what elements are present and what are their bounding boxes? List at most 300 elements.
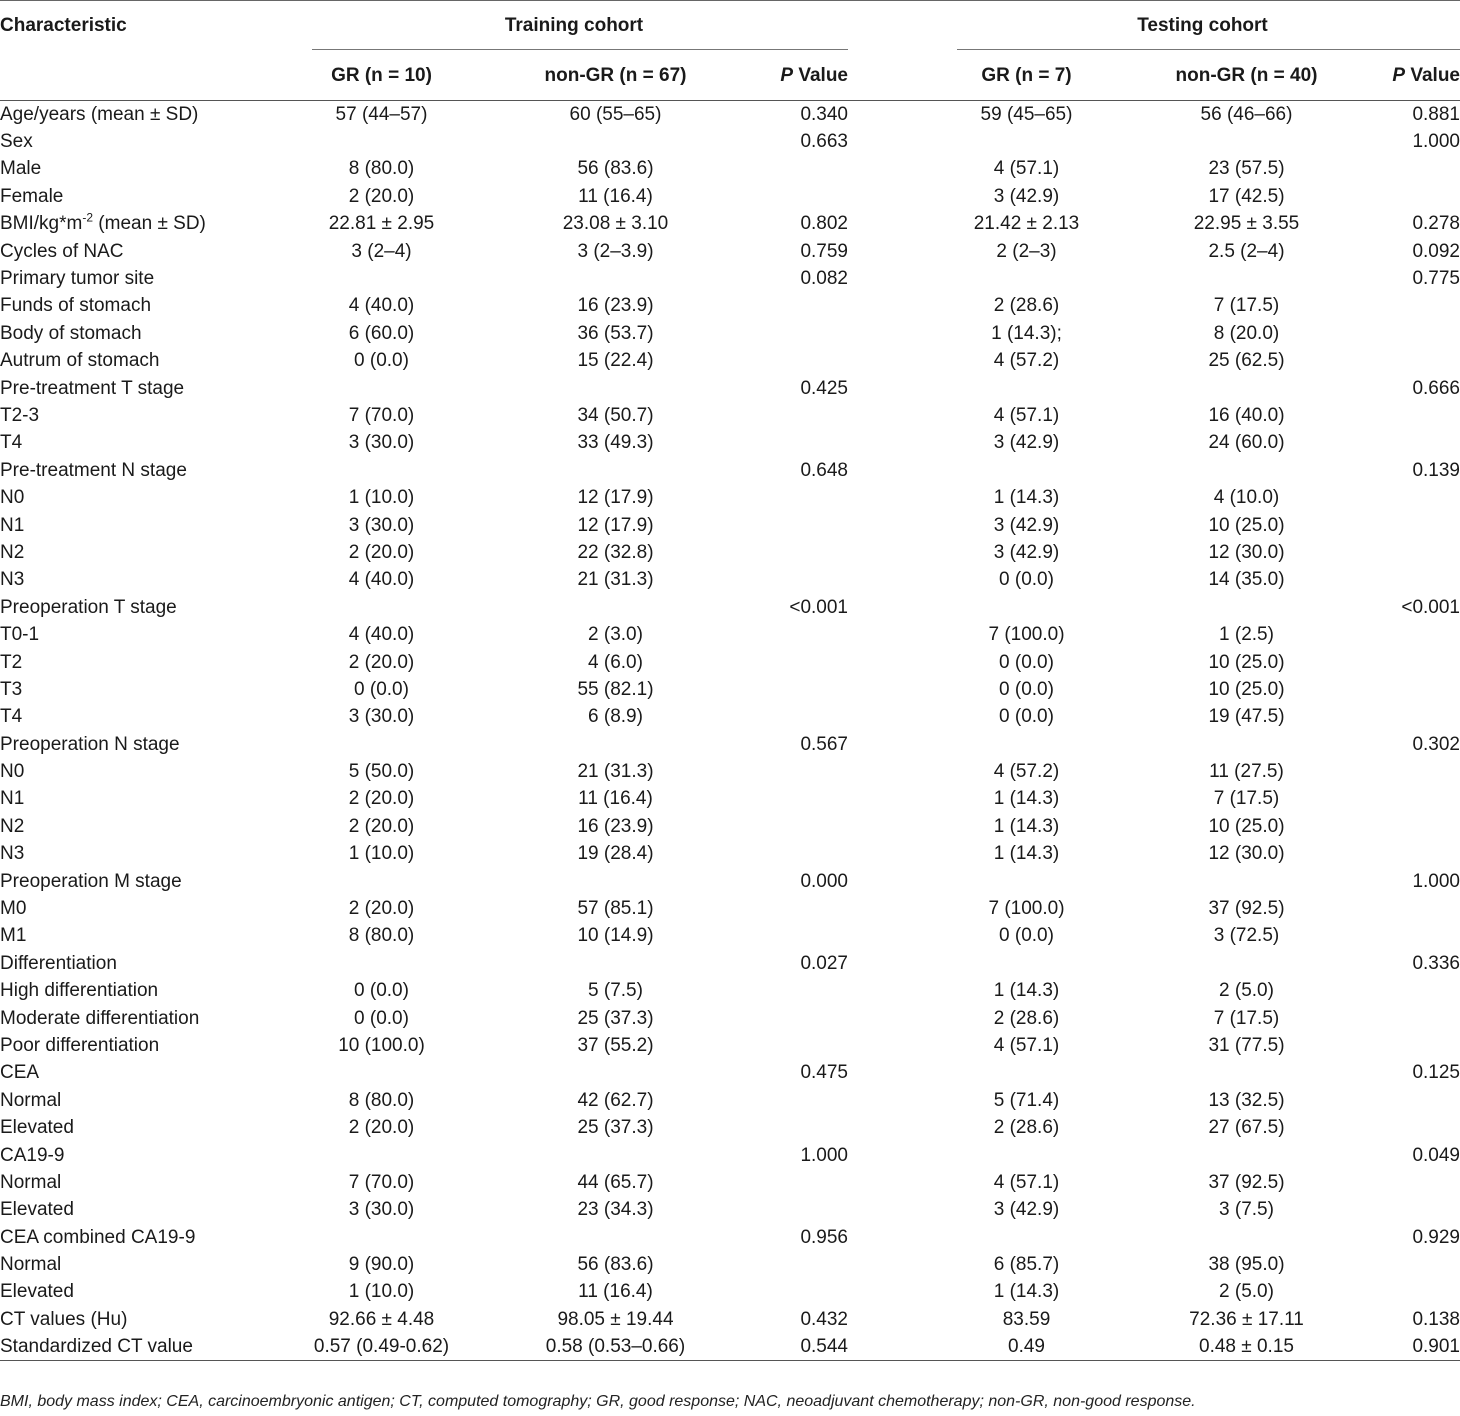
cell-training-nongr: 56 (83.6) bbox=[577, 158, 654, 180]
row-label: Moderate differentiation bbox=[0, 1007, 200, 1029]
cell-training-nongr: 36 (53.7) bbox=[577, 322, 654, 344]
row-label: Normal bbox=[0, 1171, 62, 1193]
cell-training-gr: 2 (20.0) bbox=[348, 651, 415, 673]
cell-testing-gr: 4 (57.1) bbox=[993, 404, 1060, 426]
header-testing-cohort: Testing cohort bbox=[945, 0, 1460, 50]
header-p-value-training: P Value bbox=[780, 64, 848, 86]
cell-testing-p-value: 0.125 bbox=[1412, 1062, 1460, 1084]
row-label: T4 bbox=[0, 432, 23, 454]
cell-training-gr: 4 (40.0) bbox=[348, 295, 415, 317]
cell-training-p-value bbox=[768, 320, 848, 347]
gap bbox=[848, 347, 945, 374]
cell-training-gr: 1 (10.0) bbox=[348, 487, 415, 509]
cell-testing-nongr: 10 (25.0) bbox=[1208, 678, 1285, 700]
cell-testing-nongr bbox=[1108, 1141, 1385, 1168]
gap bbox=[848, 977, 945, 1004]
cell-training-gr: 8 (80.0) bbox=[348, 925, 415, 947]
cell-training-gr: 8 (80.0) bbox=[348, 158, 415, 180]
gap bbox=[848, 813, 945, 840]
cell-testing-p-value bbox=[1385, 895, 1460, 922]
cell-testing-p-value bbox=[1385, 785, 1460, 812]
row-label: Funds of stomach bbox=[0, 295, 152, 317]
cell-training-gr: 1 (10.0) bbox=[348, 843, 415, 865]
cell-testing-nongr: 31 (77.5) bbox=[1208, 1034, 1285, 1056]
cell-training-nongr bbox=[463, 457, 768, 484]
cell-training-gr: 0 (0.0) bbox=[354, 678, 409, 700]
cell-testing-gr: 4 (57.2) bbox=[993, 350, 1060, 372]
cell-testing-gr bbox=[945, 374, 1108, 401]
cell-testing-nongr bbox=[1108, 1059, 1385, 1086]
cell-testing-gr bbox=[945, 867, 1108, 894]
table-row bbox=[0, 840, 1460, 867]
cell-training-nongr: 42 (62.7) bbox=[577, 1089, 654, 1111]
row-label: High differentiation bbox=[0, 980, 159, 1002]
cell-testing-nongr: 12 (30.0) bbox=[1208, 843, 1285, 865]
cell-testing-p-value bbox=[1385, 566, 1460, 593]
cell-training-nongr: 4 (6.0) bbox=[588, 651, 643, 673]
table-row bbox=[0, 1087, 1460, 1114]
cell-testing-p-value bbox=[1385, 484, 1460, 511]
cell-training-nongr bbox=[463, 374, 768, 401]
gap bbox=[848, 594, 945, 621]
gap bbox=[848, 457, 945, 484]
gap bbox=[848, 1087, 945, 1114]
cell-training-gr: 2 (20.0) bbox=[348, 788, 415, 810]
cell-training-p-value bbox=[768, 1032, 848, 1059]
cell-training-p-value: 0.082 bbox=[800, 268, 848, 290]
cell-testing-p-value bbox=[1385, 292, 1460, 319]
row-label: Differentiation bbox=[0, 952, 117, 974]
cell-training-nongr: 44 (65.7) bbox=[577, 1171, 654, 1193]
cell-training-gr bbox=[300, 128, 463, 155]
cell-training-p-value: 0.000 bbox=[800, 870, 848, 892]
gap bbox=[848, 1059, 945, 1086]
row-label: Preoperation T stage bbox=[0, 596, 177, 618]
table-row bbox=[0, 867, 1460, 894]
cell-testing-p-value: 0.901 bbox=[1412, 1336, 1460, 1358]
cell-training-nongr: 98.05 ± 19.44 bbox=[557, 1308, 674, 1330]
table-row bbox=[0, 1004, 1460, 1031]
row-label: Normal bbox=[0, 1089, 62, 1111]
table-row bbox=[0, 374, 1460, 401]
row-label: Pre-treatment N stage bbox=[0, 459, 187, 481]
cell-testing-p-value bbox=[1385, 402, 1460, 429]
cell-training-gr: 0 (0.0) bbox=[354, 1007, 409, 1029]
row-label: Female bbox=[0, 185, 64, 207]
row-label: N2 bbox=[0, 815, 25, 837]
gap bbox=[848, 374, 945, 401]
cell-testing-p-value bbox=[1385, 977, 1460, 1004]
cell-training-nongr: 37 (55.2) bbox=[577, 1034, 654, 1056]
gap bbox=[848, 155, 945, 182]
cell-training-nongr: 21 (31.3) bbox=[577, 761, 654, 783]
table-row bbox=[0, 813, 1460, 840]
cell-testing-p-value: 1.000 bbox=[1412, 870, 1460, 892]
table-row bbox=[0, 237, 1460, 264]
cell-testing-p-value bbox=[1385, 429, 1460, 456]
table-row bbox=[0, 101, 1460, 128]
table-row bbox=[0, 566, 1460, 593]
row-label: CT values (Hu) bbox=[0, 1308, 128, 1330]
cell-testing-gr: 1 (14.3) bbox=[993, 487, 1060, 509]
table-row bbox=[0, 429, 1460, 456]
gap bbox=[848, 237, 945, 264]
cell-testing-gr: 3 (42.9) bbox=[993, 185, 1060, 207]
cell-training-p-value bbox=[768, 511, 848, 538]
cell-testing-gr: 3 (42.9) bbox=[993, 514, 1060, 536]
cell-testing-p-value bbox=[1385, 813, 1460, 840]
cell-training-p-value bbox=[768, 1004, 848, 1031]
cell-testing-p-value bbox=[1385, 922, 1460, 949]
cell-training-p-value: 0.759 bbox=[800, 240, 848, 262]
row-label: T2 bbox=[0, 651, 23, 673]
cell-training-p-value bbox=[768, 1251, 848, 1278]
cell-testing-p-value bbox=[1385, 1087, 1460, 1114]
cell-training-p-value bbox=[768, 676, 848, 703]
gap bbox=[848, 1278, 945, 1305]
gap bbox=[848, 566, 945, 593]
cell-training-gr: 9 (90.0) bbox=[348, 1254, 415, 1276]
cell-testing-nongr: 24 (60.0) bbox=[1208, 432, 1285, 454]
cell-training-p-value bbox=[768, 566, 848, 593]
cell-training-gr bbox=[300, 950, 463, 977]
cell-training-nongr: 10 (14.9) bbox=[577, 925, 654, 947]
cell-training-p-value bbox=[768, 785, 848, 812]
cell-training-nongr: 16 (23.9) bbox=[577, 295, 654, 317]
cell-testing-nongr: 7 (17.5) bbox=[1213, 295, 1280, 317]
cell-training-nongr: 12 (17.9) bbox=[577, 514, 654, 536]
table-row bbox=[0, 977, 1460, 1004]
row-label: Elevated bbox=[0, 1117, 74, 1139]
cell-training-p-value bbox=[768, 648, 848, 675]
cell-testing-nongr: 1 (2.5) bbox=[1219, 624, 1274, 646]
cell-testing-gr bbox=[945, 730, 1108, 757]
cell-training-nongr bbox=[463, 265, 768, 292]
cell-training-p-value bbox=[768, 183, 848, 210]
cell-testing-p-value: 0.139 bbox=[1412, 459, 1460, 481]
cell-training-nongr: 0.58 (0.53–0.66) bbox=[545, 1336, 686, 1358]
row-label: Elevated bbox=[0, 1199, 74, 1221]
row-label: T0-1 bbox=[0, 624, 40, 646]
cell-training-gr bbox=[300, 594, 463, 621]
cell-testing-gr bbox=[945, 1141, 1108, 1168]
cell-training-nongr bbox=[463, 730, 768, 757]
cell-training-gr bbox=[300, 374, 463, 401]
cell-training-nongr: 6 (8.9) bbox=[588, 706, 643, 728]
cell-training-gr: 2 (20.0) bbox=[348, 898, 415, 920]
table-row bbox=[0, 1032, 1460, 1059]
cell-testing-p-value: 0.336 bbox=[1412, 952, 1460, 974]
cell-testing-gr bbox=[945, 128, 1108, 155]
row-label: N3 bbox=[0, 843, 25, 865]
table-row bbox=[0, 457, 1460, 484]
cell-training-gr: 22.81 ± 2.95 bbox=[328, 213, 435, 235]
table-row bbox=[0, 730, 1460, 757]
table-row bbox=[0, 758, 1460, 785]
cell-testing-p-value bbox=[1385, 183, 1460, 210]
table-row bbox=[0, 484, 1460, 511]
cell-training-nongr bbox=[463, 950, 768, 977]
cell-testing-p-value: 0.302 bbox=[1412, 733, 1460, 755]
table-row bbox=[0, 511, 1460, 538]
cell-testing-gr: 4 (57.1) bbox=[993, 1034, 1060, 1056]
cell-testing-gr: 21.42 ± 2.13 bbox=[973, 213, 1080, 235]
cell-testing-gr: 1 (14.3); bbox=[991, 322, 1062, 344]
gap bbox=[848, 840, 945, 867]
cell-testing-gr: 1 (14.3) bbox=[993, 980, 1060, 1002]
header-gr-testing: GR (n = 7) bbox=[981, 64, 1072, 86]
cell-training-p-value: 0.648 bbox=[800, 459, 848, 481]
cell-testing-nongr: 3 (7.5) bbox=[1219, 1199, 1274, 1221]
header-p-value-testing: P Value bbox=[1392, 64, 1460, 86]
cell-testing-gr: 83.59 bbox=[1002, 1308, 1051, 1330]
cell-training-p-value: 0.475 bbox=[800, 1062, 848, 1084]
row-label: Poor differentiation bbox=[0, 1034, 160, 1056]
cell-training-gr: 3 (30.0) bbox=[348, 432, 415, 454]
gap bbox=[848, 128, 945, 155]
cell-testing-p-value bbox=[1385, 1196, 1460, 1223]
cell-training-p-value bbox=[768, 977, 848, 1004]
gap bbox=[848, 950, 945, 977]
table-row bbox=[0, 594, 1460, 621]
gap bbox=[848, 703, 945, 730]
row-label: N0 bbox=[0, 761, 25, 783]
cell-testing-gr: 0 (0.0) bbox=[999, 678, 1054, 700]
header-gr-training: GR (n = 10) bbox=[331, 64, 432, 86]
cell-training-nongr: 3 (2–3.9) bbox=[577, 240, 654, 262]
table-row bbox=[0, 539, 1460, 566]
cell-testing-nongr: 0.48 ± 0.15 bbox=[1199, 1336, 1294, 1358]
cell-training-p-value bbox=[768, 155, 848, 182]
cell-training-gr bbox=[300, 1059, 463, 1086]
cell-testing-p-value bbox=[1385, 539, 1460, 566]
cell-training-gr: 2 (20.0) bbox=[348, 541, 415, 563]
gap bbox=[848, 648, 945, 675]
row-label: Autrum of stomach bbox=[0, 350, 160, 372]
cell-training-gr: 0.57 (0.49-0.62) bbox=[313, 1336, 450, 1358]
row-label: T3 bbox=[0, 678, 23, 700]
cell-testing-gr: 0 (0.0) bbox=[999, 651, 1054, 673]
cell-testing-gr: 0 (0.0) bbox=[999, 706, 1054, 728]
cell-testing-nongr: 37 (92.5) bbox=[1208, 898, 1285, 920]
table-row bbox=[0, 347, 1460, 374]
table-row bbox=[0, 1224, 1460, 1251]
table-row bbox=[0, 1196, 1460, 1223]
cell-training-nongr bbox=[463, 867, 768, 894]
cell-testing-gr: 0 (0.0) bbox=[999, 925, 1054, 947]
cell-training-gr: 4 (40.0) bbox=[348, 569, 415, 591]
row-label: M0 bbox=[0, 898, 27, 920]
cell-training-nongr bbox=[463, 1141, 768, 1168]
table-row bbox=[0, 950, 1460, 977]
cell-training-gr: 2 (20.0) bbox=[348, 185, 415, 207]
cell-testing-p-value bbox=[1385, 621, 1460, 648]
cell-testing-nongr: 2 (5.0) bbox=[1219, 980, 1274, 1002]
row-label: BMI/$kg*m^{-2}$ (mean ± SD) bbox=[0, 210, 206, 235]
cell-testing-nongr: 19 (47.5) bbox=[1208, 706, 1285, 728]
cell-testing-p-value bbox=[1385, 1278, 1460, 1305]
gap bbox=[848, 1333, 945, 1360]
table-header bbox=[0, 0, 1460, 101]
cell-testing-nongr: 72.36 ± 17.11 bbox=[1189, 1308, 1304, 1330]
row-label: Preoperation M stage bbox=[0, 870, 182, 892]
cell-training-gr: 1 (10.0) bbox=[348, 1281, 415, 1303]
cell-training-gr: 4 (40.0) bbox=[348, 624, 415, 646]
cell-training-p-value: 0.425 bbox=[800, 377, 848, 399]
gap bbox=[848, 895, 945, 922]
row-label: Standardized CT value bbox=[0, 1336, 193, 1358]
cell-training-p-value bbox=[768, 813, 848, 840]
cell-training-nongr: 60 (55–65) bbox=[569, 103, 662, 125]
gap bbox=[848, 265, 945, 292]
cell-training-p-value bbox=[768, 895, 848, 922]
cell-training-p-value: 1.000 bbox=[800, 1144, 848, 1166]
table-row bbox=[0, 1333, 1460, 1360]
cell-testing-gr: 0 (0.0) bbox=[999, 569, 1054, 591]
row-label: Normal bbox=[0, 1254, 62, 1276]
row-label: Preoperation N stage bbox=[0, 733, 180, 755]
cell-training-p-value bbox=[768, 402, 848, 429]
table-row bbox=[0, 1059, 1460, 1086]
gap bbox=[848, 1251, 945, 1278]
cell-testing-gr bbox=[945, 950, 1108, 977]
cell-testing-nongr: 2 (5.0) bbox=[1219, 1281, 1274, 1303]
table-footnote: BMI, body mass index; CEA, carcinoembryonic antigen; CT, computed tomography; GR, good response; NAC, neoadjuvant chemotherapy; non-GR, non-good response. bbox=[0, 1393, 1196, 1410]
table-row bbox=[0, 1306, 1460, 1333]
cell-training-nongr: 21 (31.3) bbox=[577, 569, 654, 591]
cell-testing-nongr: 2.5 (2–4) bbox=[1208, 240, 1285, 262]
cell-testing-gr: 2 (28.6) bbox=[993, 1007, 1060, 1029]
table-row bbox=[0, 1169, 1460, 1196]
cell-testing-gr: 3 (42.9) bbox=[993, 541, 1060, 563]
cell-training-gr: 10 (100.0) bbox=[338, 1034, 425, 1056]
cell-training-p-value bbox=[768, 292, 848, 319]
cell-testing-gr: 4 (57.1) bbox=[993, 158, 1060, 180]
cell-training-nongr: 25 (37.3) bbox=[577, 1117, 654, 1139]
cell-training-gr: 92.66 ± 4.48 bbox=[328, 1308, 435, 1330]
gap bbox=[848, 429, 945, 456]
cell-testing-nongr: 14 (35.0) bbox=[1208, 569, 1285, 591]
gap bbox=[848, 511, 945, 538]
cell-testing-gr: 2 (28.6) bbox=[993, 295, 1060, 317]
cell-training-nongr: 22 (32.8) bbox=[577, 541, 654, 563]
cell-testing-gr: 6 (85.7) bbox=[993, 1254, 1060, 1276]
cell-training-gr bbox=[300, 1141, 463, 1168]
cell-training-gr bbox=[300, 867, 463, 894]
cell-testing-nongr: 10 (25.0) bbox=[1208, 514, 1285, 536]
gap bbox=[848, 1032, 945, 1059]
cell-training-gr: 0 (0.0) bbox=[354, 350, 409, 372]
gap bbox=[848, 758, 945, 785]
gap bbox=[848, 1306, 945, 1333]
cell-training-p-value bbox=[768, 1278, 848, 1305]
table-row bbox=[0, 155, 1460, 182]
gap bbox=[848, 621, 945, 648]
cell-testing-nongr: 23 (57.5) bbox=[1208, 158, 1285, 180]
cell-testing-nongr: 16 (40.0) bbox=[1208, 404, 1285, 426]
cell-training-nongr bbox=[463, 128, 768, 155]
cell-testing-gr: 4 (57.1) bbox=[993, 1171, 1060, 1193]
cell-training-gr: 2 (20.0) bbox=[348, 815, 415, 837]
cell-training-nongr: 11 (16.4) bbox=[578, 1281, 653, 1303]
gap bbox=[848, 1141, 945, 1168]
cell-training-nongr bbox=[463, 1224, 768, 1251]
cell-testing-nongr: 7 (17.5) bbox=[1213, 788, 1280, 810]
cell-training-nongr: 33 (49.3) bbox=[577, 432, 654, 454]
gap bbox=[848, 210, 945, 237]
cell-training-p-value: 0.956 bbox=[800, 1226, 848, 1248]
cell-testing-gr bbox=[945, 265, 1108, 292]
cell-training-nongr: 57 (85.1) bbox=[577, 898, 654, 920]
cell-training-p-value bbox=[768, 840, 848, 867]
cell-testing-gr bbox=[945, 1224, 1108, 1251]
table-row bbox=[0, 1141, 1460, 1168]
cell-training-nongr: 55 (82.1) bbox=[577, 678, 654, 700]
row-label: CEA bbox=[0, 1062, 40, 1084]
row-label: N2 bbox=[0, 541, 25, 563]
table-row bbox=[0, 621, 1460, 648]
header-nongr-training: non-GR (n = 67) bbox=[544, 64, 687, 86]
gap bbox=[848, 922, 945, 949]
row-label: Pre-treatment T stage bbox=[0, 377, 185, 399]
table-row bbox=[0, 648, 1460, 675]
cell-testing-gr bbox=[945, 457, 1108, 484]
cell-testing-p-value: 0.278 bbox=[1412, 213, 1460, 235]
table-row bbox=[0, 785, 1460, 812]
header-training-cohort: Training cohort bbox=[300, 0, 848, 50]
cell-testing-nongr: 12 (30.0) bbox=[1208, 541, 1285, 563]
cell-testing-p-value bbox=[1385, 1004, 1460, 1031]
cell-testing-nongr: 56 (46–66) bbox=[1200, 103, 1293, 125]
cell-training-nongr: 11 (16.4) bbox=[578, 788, 653, 810]
gap bbox=[848, 785, 945, 812]
gap bbox=[848, 1196, 945, 1223]
cell-testing-p-value bbox=[1385, 676, 1460, 703]
cell-training-nongr: 2 (3.0) bbox=[588, 624, 643, 646]
table-row bbox=[0, 320, 1460, 347]
cell-testing-gr: 2 (2–3) bbox=[996, 240, 1057, 262]
cell-testing-nongr: 25 (62.5) bbox=[1208, 350, 1285, 372]
cell-testing-nongr bbox=[1108, 374, 1385, 401]
cell-training-p-value bbox=[768, 1114, 848, 1141]
cell-testing-gr: 59 (45–65) bbox=[980, 103, 1073, 125]
cell-testing-p-value: 0.881 bbox=[1412, 103, 1460, 125]
cell-testing-nongr bbox=[1108, 265, 1385, 292]
gap bbox=[848, 320, 945, 347]
table-row bbox=[0, 292, 1460, 319]
cell-testing-gr: 3 (42.9) bbox=[993, 432, 1060, 454]
cell-training-gr: 3 (30.0) bbox=[348, 706, 415, 728]
cell-training-p-value bbox=[768, 347, 848, 374]
table-row bbox=[0, 1251, 1460, 1278]
row-label: N1 bbox=[0, 514, 25, 536]
gap bbox=[848, 183, 945, 210]
cell-testing-p-value: 1.000 bbox=[1412, 131, 1460, 153]
cell-training-gr: 6 (60.0) bbox=[348, 322, 415, 344]
cell-testing-p-value: 0.666 bbox=[1412, 377, 1460, 399]
gap bbox=[848, 1169, 945, 1196]
cell-training-nongr: 23 (34.3) bbox=[577, 1199, 654, 1221]
cell-testing-p-value: 0.049 bbox=[1412, 1144, 1460, 1166]
cell-training-p-value: 0.663 bbox=[800, 131, 848, 153]
cell-training-nongr bbox=[463, 594, 768, 621]
cell-training-p-value bbox=[768, 758, 848, 785]
cell-training-p-value bbox=[768, 429, 848, 456]
cell-testing-nongr bbox=[1108, 128, 1385, 155]
cell-testing-p-value bbox=[1385, 511, 1460, 538]
bottom-rule bbox=[0, 1360, 1460, 1361]
cell-testing-p-value: <0.001 bbox=[1401, 596, 1460, 618]
